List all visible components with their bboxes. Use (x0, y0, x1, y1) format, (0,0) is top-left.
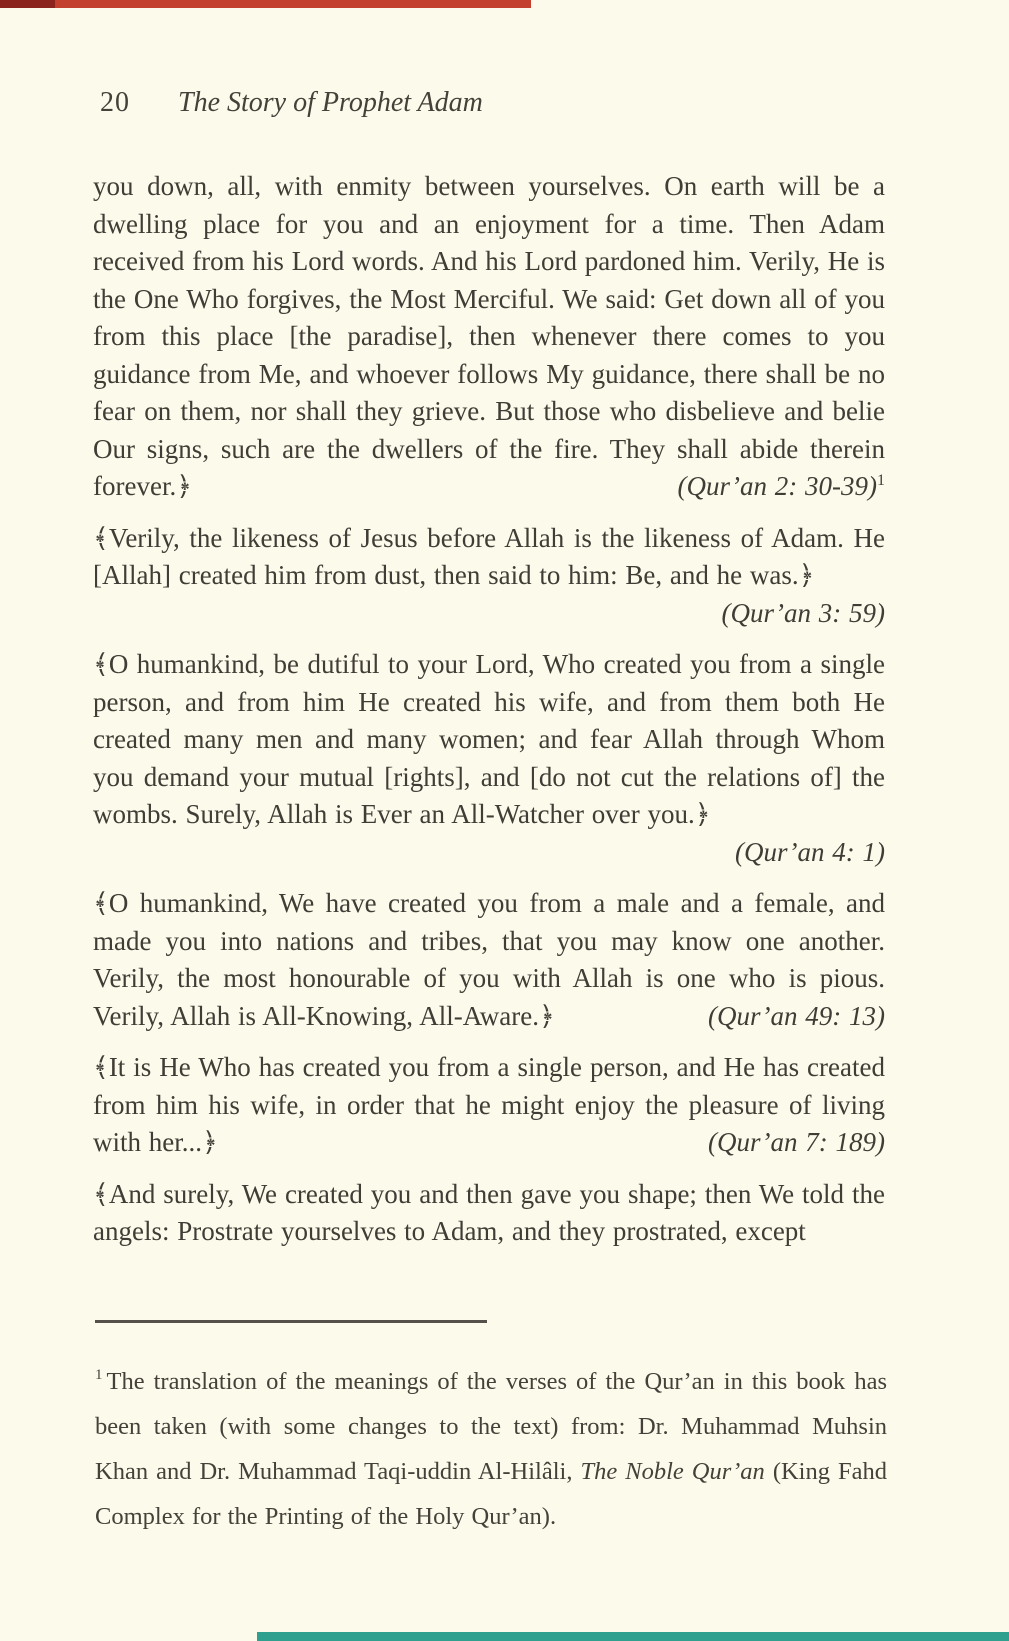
quote-text: ﴾O humankind, be dutiful to your Lord, Who created you from a single person, and from him He created his wife, and from them both He created many men and many women; and fear Allah through Whom you demand your mutual [rights], and [do not cut the relations of] the wombs. Surely, Allah is Ever an All-Watcher over you.﴿ (93, 649, 885, 829)
quote-paragraph (93, 885, 885, 1035)
footnote-separator (95, 1320, 487, 1323)
citation (660, 468, 885, 506)
footnote-book-title: The Noble Qur’an (580, 1457, 765, 1485)
citation: (Qur’an 3: 59) (721, 597, 885, 628)
scan-edge-top-bar (0, 0, 531, 8)
footnote-ref: 1 (877, 472, 885, 489)
quote-paragraph (93, 520, 885, 633)
quote-paragraph (93, 1176, 885, 1251)
scan-edge-bottom-bar (257, 1632, 1009, 1641)
quote-text: ﴾O humankind, We have created you from a male and a female, and made you into nations and tribes, that you may know one another. Verily, the most honourable of you with Allah is one who is pious. Verily, Allah is All-Knowing, All-Aware.﴿ (93, 888, 885, 1031)
footnote-marker: 1 (95, 1367, 103, 1384)
citation: (Qur’an 49: 13) (708, 1000, 885, 1031)
quote-paragraph (93, 168, 885, 506)
quote-paragraph (93, 1049, 885, 1162)
page-body (93, 168, 885, 1265)
footnote (95, 1359, 887, 1539)
citation: (Qur’an 4: 1) (735, 836, 885, 867)
quote-text: ﴾Verily, the likeness of Jesus before Allah is the likeness of Adam. He [Allah] created him from dust, then said to him: Be, and he was.﴿ (93, 522, 885, 590)
footnote-text-after: (King Fahd Complex for the Printing of the Holy Qur’an). (95, 1457, 887, 1530)
running-header (100, 86, 483, 120)
citation: (Qur’an 7: 189) (708, 1127, 885, 1157)
footnote-text: The translation of the meanings of the verses of the Qur’an in this book has been taken (with some changes to the text) from: Dr. Muhammad Muhsin Khan and Dr. Muhammad Taqi-uddin Al-Hilâli, (95, 1367, 887, 1485)
citation-text: (Qur’an 2: 30-39) (677, 471, 877, 501)
quote-text: you down, all, with enmity between yourselves. On earth will be a dwelling place for you and an enjoyment for a time. Then Adam received from his Lord words. And his Lord pardoned him. Verily, He is the One Who forgives, the Most Merciful. We said: Get down all of you from this place [the paradise], then whenever there comes to you guidance from Me, and whoever follows My guidance, there shall be no fear on them, nor shall they grieve. But those who disbelieve and belie Our signs, such are the dwellers of the fire. They shall abide therein forever.﴿ (93, 171, 885, 501)
running-title: The Story of Prophet Adam (178, 87, 483, 118)
quote-text: ﴾And surely, We created you and then gave you shape; then We told the angels: Prostrate yourselves to Adam, and they prostrated, except (93, 1178, 885, 1246)
page-number: 20 (100, 87, 130, 118)
quote-text: ﴾It is He Who has created you from a single person, and He has created from him his wife, in order that he might enjoy the pleasure of living with her...﴿ (93, 1052, 885, 1157)
quote-paragraph (93, 646, 885, 871)
